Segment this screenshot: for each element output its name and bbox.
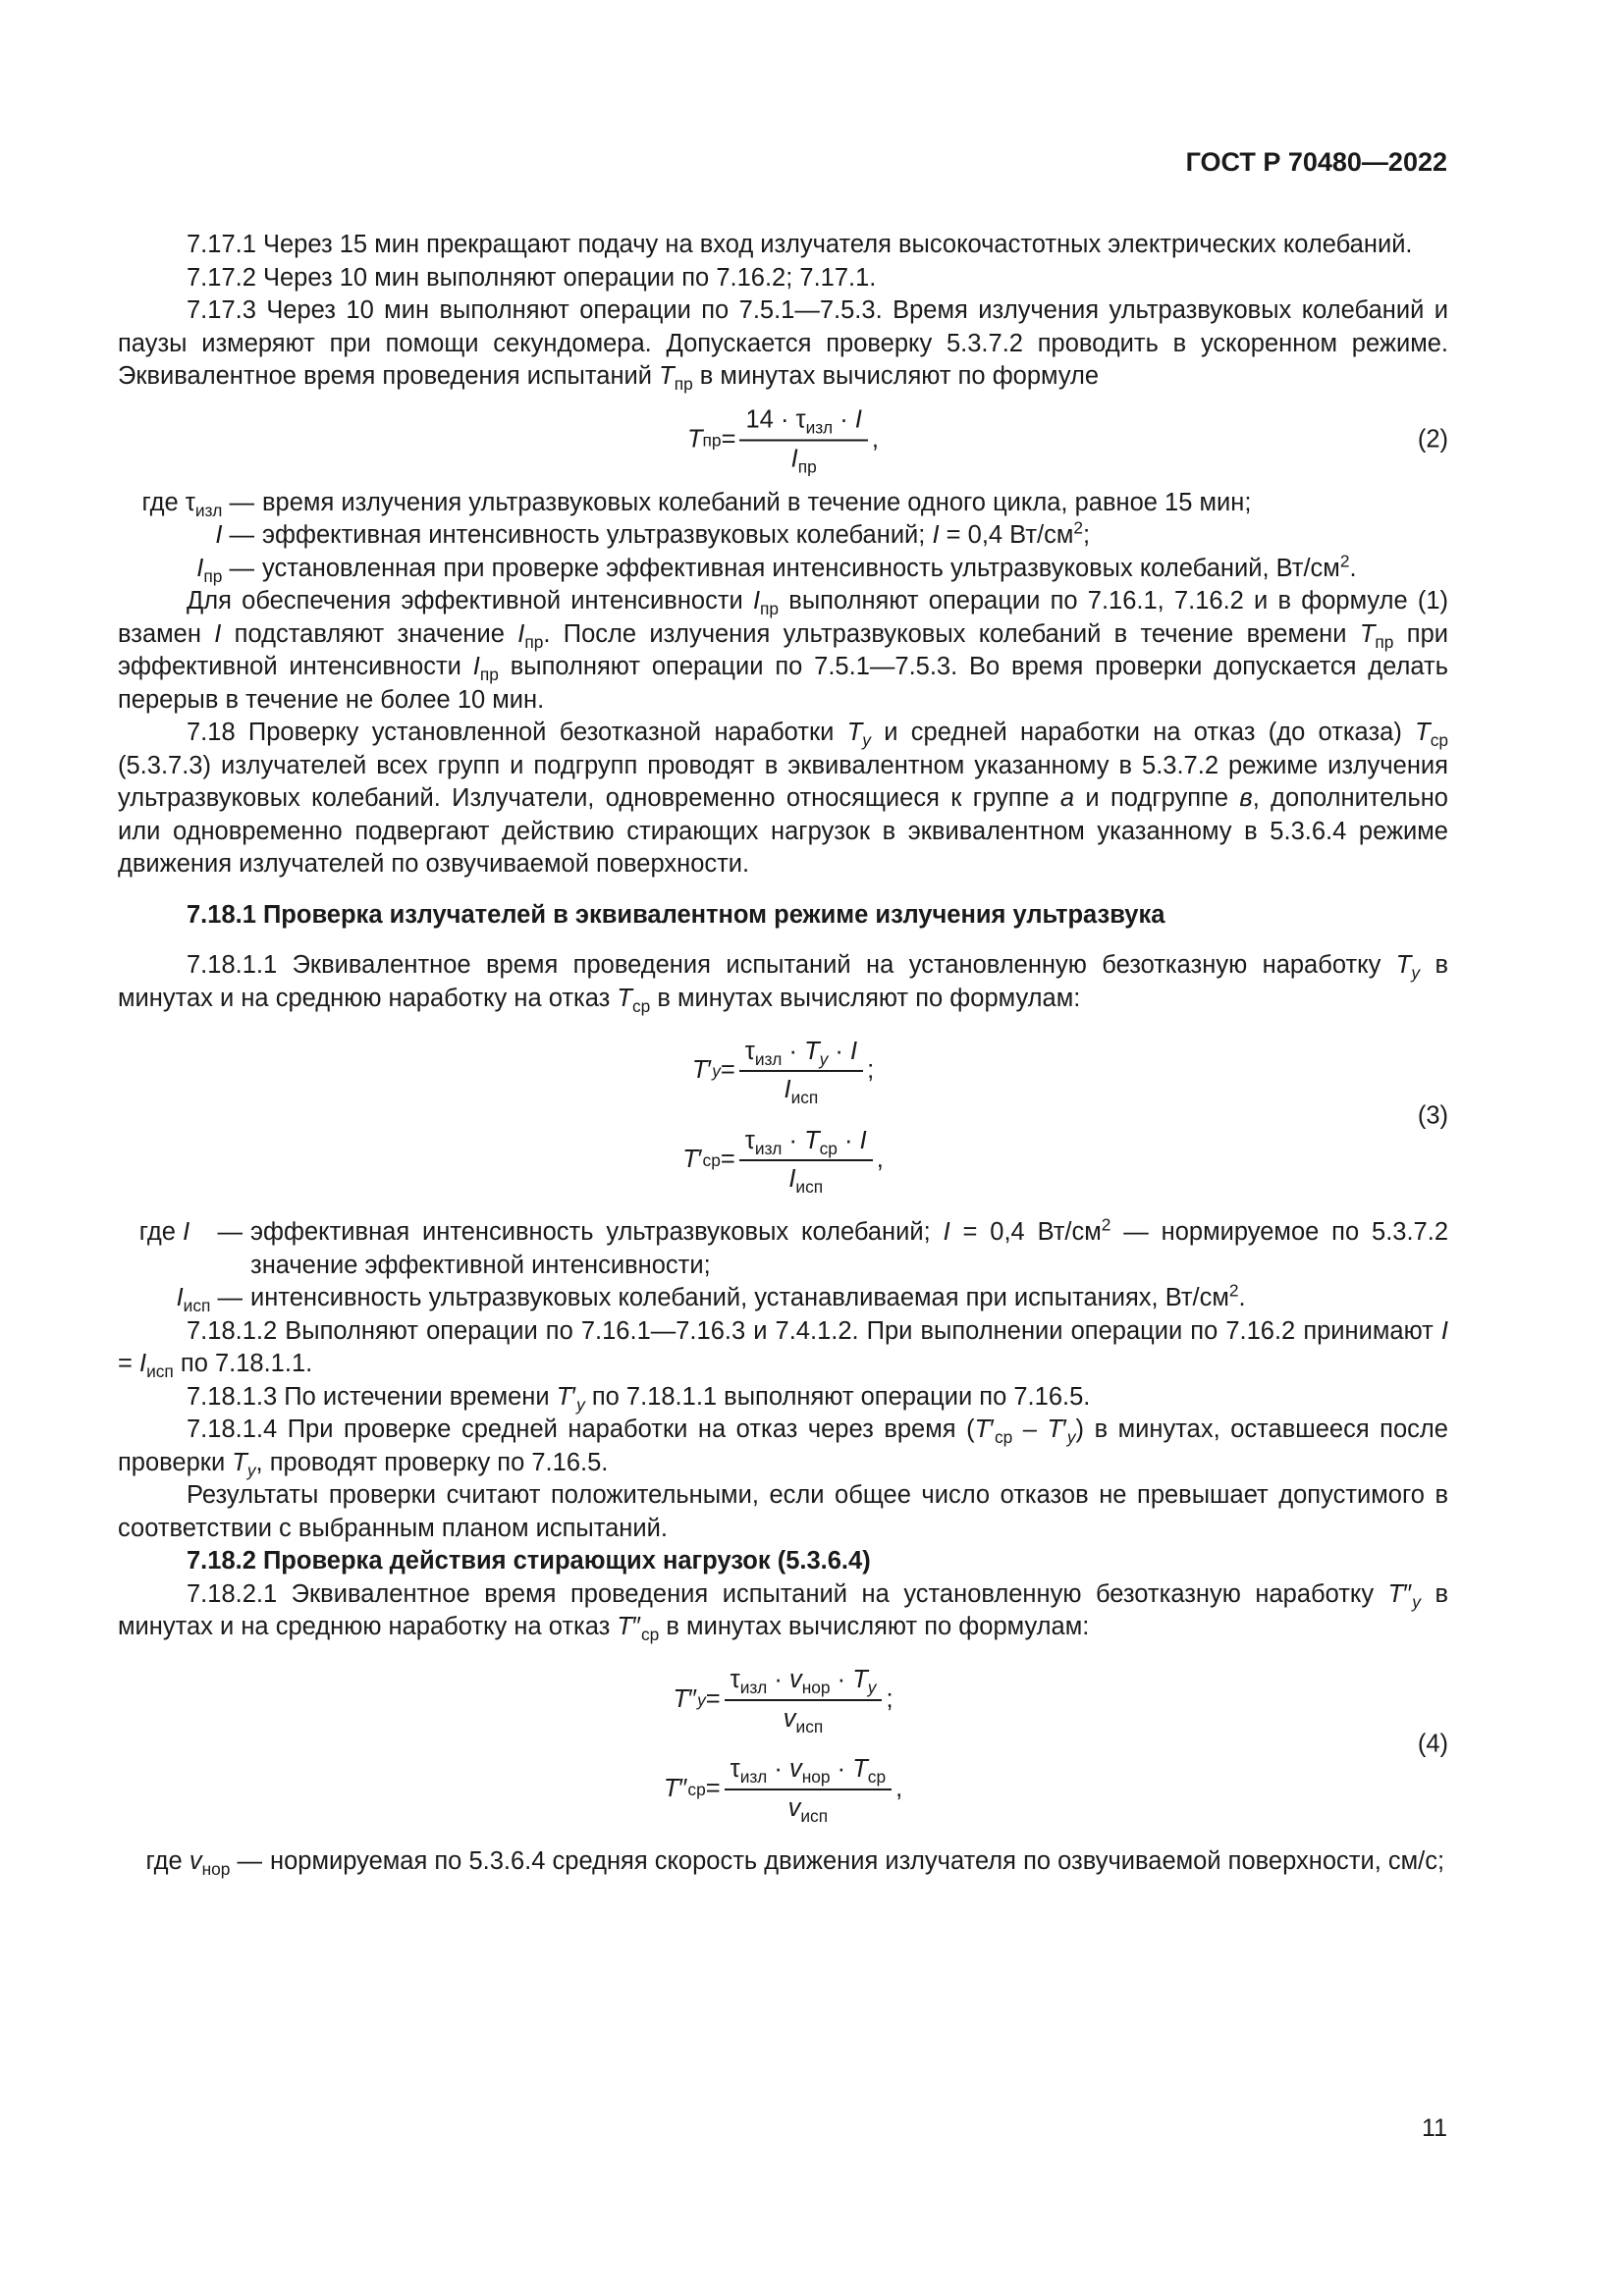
definitions-4: где $v_{нор}$ — нормируемая по 5.3.6.4 средняя скорость движения излучателя по озвучиваемой поверхности, см/с; [145,1846,1445,1879]
page-number: 11 [1422,2114,1447,2142]
paragraph-results: Результаты проверки считают положительными, если общее число отказов не превышает допустимого в соответствии с выбранным планом испытаний. [118,1481,1448,1542]
paragraph-7-18-1-1: 7.18.1.1 Эквивалентное время проведения испытаний на установленную безотказную наработку $T_у$ в минутах и на среднюю наработку на отказ $T_{ср}$ в минутах вычисляют по формулам: [118,951,1449,1016]
paragraph-effective-intensity: Для обеспечения эффективной интенсивности $I_{пр}$ выполняют операции по 7.16.1, 7.16.2 и в формуле (1) взамен I подставляют значение $I_{пр}$. После излучения ультразвуковых колебаний в течение времени $T_{пр}$ при эффективной интенсивности $I_{пр}$ выполняют операции по 7.5.1—7.5.3. Во время проверки допускается делать перерыв в течение не более 10 мин. [118,587,1449,714]
paragraph-7-18-1-3: 7.18.1.3 По истечении времени $T'_у$ по 7.18.1.1 выполняют операции по 7.16.5. [187,1382,1091,1415]
paragraph-7-18-2-1: 7.18.2.1 Эквивалентное время проведения испытаний на установленную безотказную наработку $T''_у$ в минутах и на среднюю наработку на отказ $T''_{ср}$ в минутах вычисляют по формулам: [118,1579,1448,1645]
heading-7-18-1: 7.18.1 Проверка излучателей в эквивалентном режиме излучения ультразвука [187,900,1165,929]
definitions-3: где I — эффективная интенсивность ультразвуковых колебаний; I = 0,4 $Вт/см^2$ — нормируемое по 5.3.7.2 значение эффективной интенсивности; $I_{исп}$ — интенсивность ультразвуковых колебаний, устанавливаемая при испытаниях, $Вт/см^2$. [138,1214,1448,1316]
paragraph-7-17-2: 7.17.2 Через 10 мин выполняют операции по 7.16.2; 7.17.1. [187,263,877,292]
formula-3: T ′ у = $\frac{\tau_{изл} \cdot T_у \cdot I}{I_{исп}}$ ; T ′ ср = $\frac{\tau_{изл} \cdot T_{ср} \cdot I}{I_{исп}}$ , (3) [682,1037,1448,1198]
equation-number-4: (4) [1417,1730,1448,1758]
paragraph-7-17-1: 7.17.1 Через 15 мин прекращают подачу на вход излучателя высокочастотных электрических колебаний. [187,231,1413,258]
page-body [118,229,1448,1878]
formula-2: T пр = $\frac{14 \cdot \tau_{изл} \cdot I}{I_{пр}}$ , (2) [686,405,1448,477]
equation-number-3: (3) [1417,1100,1448,1129]
paragraph-7-18: 7.18 Проверку установленной безотказной наработки $T_у$ и средней наработки на отказ (до отказа) $T_{ср}$ (5.3.7.3) излучателей всех групп и подгрупп проводят в эквивалентном указанному в 5.3.7.2 режиме излучения ультразвуковых колебаний. Излучатели, одновременно относящиеся к группе а и подгруппе в, дополнительно или одновременно подвергают действию стирающих нагрузок в эквивалентном указанному в 5.3.6.4 режиме движения излучателей по озвучиваемой поверхности. [118,719,1449,878]
formula-4: T ″ у = $\frac{\tau_{изл} \cdot v_{нор} \cdot T_у}{v_{исп}}$ ; T ″ ср = $\frac{\tau_{изл} \cdot v_{нор} \cdot T_{ср}}{v_{исп}}$ , (4) [663,1666,1448,1826]
paragraph-7-18-1-4: 7.18.1.4 При проверке средней наработки на отказ через время $(T'_{ср} - T'_у)$ в минутах, оставшееся после проверки $T_у$, проводят проверку по 7.16.5. [118,1415,1448,1480]
definitions-2: где $\tau_{изл}$ — время излучения ультразвуковых колебаний в течение одного цикла, равное 15 мин; I — эффективная интенсивность ультразвуковых колебаний; I = 0,4 $Вт/см^2$; $I_{пр}$ — установленная при проверке эффективная интенсивность ультразвуковых колебаний, $Вт/см^2$. [141,488,1357,586]
paragraph-7-17-3: 7.17.3 Через 10 мин выполняют операции по 7.5.1—7.5.3. Время излучения ультразвуковых колебаний и паузы измеряют при помощи секундомера. Допускается проверку 5.3.7.2 проводить в ускоренном режиме. Эквивалентное время проведения испытаний $T_{пр}$ в минутах вычисляют по формуле [118,296,1448,395]
heading-7-18-2: 7.18.2 Проверка действия стирающих нагрузок (5.3.6.4) [187,1547,871,1575]
standard-designation: ГОСТ Р 70480—2022 [1185,147,1447,177]
paragraph-7-18-1-2: 7.18.1.2 Выполняют операции по 7.16.1—7.16.3 и 7.4.1.2. При выполнении операции по 7.16.2 принимают $I = I_{исп}$ по 7.18.1.1. [118,1316,1448,1382]
equation-number-2: (2) [1417,425,1448,454]
